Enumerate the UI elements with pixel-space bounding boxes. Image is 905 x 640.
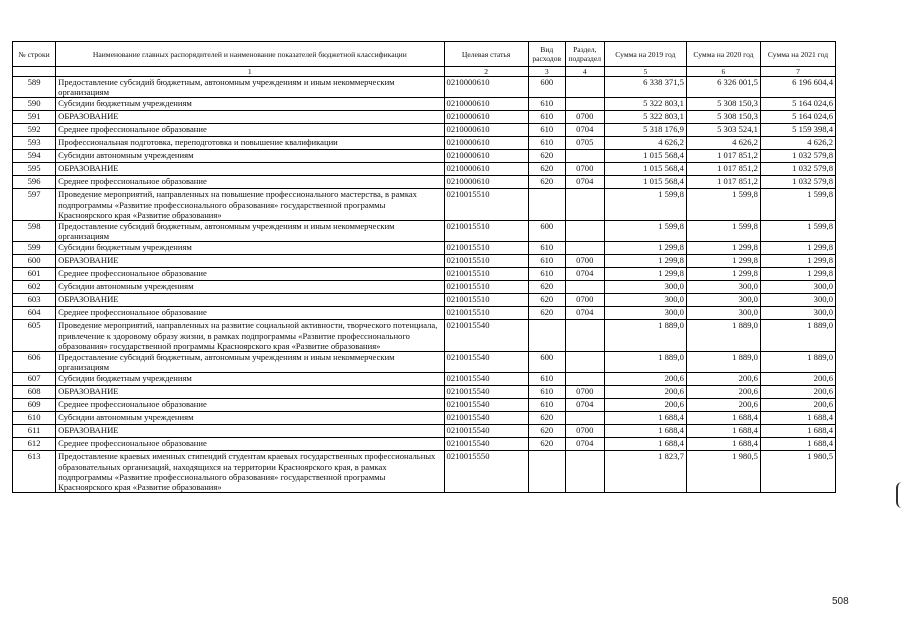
row-section <box>565 189 604 221</box>
column-number: 4 <box>565 67 604 77</box>
row-number: 598 <box>13 221 56 242</box>
row-sum-2021: 1 032 579,8 <box>760 163 835 176</box>
row-sum-2019: 1 688,4 <box>604 438 686 451</box>
row-target-article: 0210015540 <box>444 412 528 425</box>
row-expense-type: 620 <box>528 438 565 451</box>
row-number: 593 <box>13 137 56 150</box>
row-number: 612 <box>13 438 56 451</box>
row-number: 600 <box>13 255 56 268</box>
row-name: ОБРАЗОВАНИЕ <box>56 163 444 176</box>
row-sum-2021: 1 032 579,8 <box>760 176 835 189</box>
row-target-article: 0210000610 <box>444 98 528 111</box>
table-row <box>13 412 836 425</box>
row-name: Субсидии бюджетным учреждениям <box>56 242 444 255</box>
row-sum-2019: 300,0 <box>604 281 686 294</box>
row-sum-2021: 1 980,5 <box>760 451 835 493</box>
row-expense-type: 610 <box>528 373 565 386</box>
row-number: 604 <box>13 307 56 320</box>
row-number: 591 <box>13 111 56 124</box>
row-target-article: 0210000610 <box>444 176 528 189</box>
row-name: ОБРАЗОВАНИЕ <box>56 294 444 307</box>
row-name: Среднее профессиональное образование <box>56 176 444 189</box>
row-expense-type: 600 <box>528 352 565 373</box>
row-sum-2020: 1 017 851,2 <box>686 176 760 189</box>
row-sum-2019: 5 318 176,9 <box>604 124 686 137</box>
row-sum-2021: 1 688,4 <box>760 412 835 425</box>
table-row <box>13 294 836 307</box>
table-row <box>13 320 836 352</box>
row-sum-2019: 200,6 <box>604 386 686 399</box>
header-expense-type: Вид расходов <box>528 42 565 67</box>
row-expense-type: 620 <box>528 412 565 425</box>
table-row <box>13 352 836 373</box>
row-sum-2021: 300,0 <box>760 281 835 294</box>
row-sum-2020: 200,6 <box>686 386 760 399</box>
row-number: 607 <box>13 373 56 386</box>
row-target-article: 0210015510 <box>444 255 528 268</box>
row-expense-type: 610 <box>528 386 565 399</box>
row-expense-type <box>528 320 565 352</box>
row-sum-2019: 6 338 371,5 <box>604 77 686 98</box>
row-expense-type: 600 <box>528 77 565 98</box>
table-row <box>13 111 836 124</box>
row-expense-type: 620 <box>528 294 565 307</box>
table-row <box>13 255 836 268</box>
row-section: 0704 <box>565 438 604 451</box>
row-sum-2019: 200,6 <box>604 399 686 412</box>
row-sum-2021: 1 688,4 <box>760 425 835 438</box>
row-target-article: 0210000610 <box>444 77 528 98</box>
row-number: 605 <box>13 320 56 352</box>
row-number: 609 <box>13 399 56 412</box>
row-sum-2020: 5 303 524,1 <box>686 124 760 137</box>
table-row <box>13 176 836 189</box>
table-row <box>13 268 836 281</box>
row-section: 0705 <box>565 137 604 150</box>
row-sum-2021: 5 164 024,6 <box>760 111 835 124</box>
row-name: Субсидии автономным учреждениям <box>56 150 444 163</box>
row-target-article: 0210000610 <box>444 163 528 176</box>
row-expense-type <box>528 189 565 221</box>
row-number: 606 <box>13 352 56 373</box>
row-sum-2020: 1 299,8 <box>686 268 760 281</box>
row-section: 0704 <box>565 124 604 137</box>
row-sum-2020: 1 980,5 <box>686 451 760 493</box>
row-sum-2021: 5 164 024,6 <box>760 98 835 111</box>
row-section: 0700 <box>565 294 604 307</box>
row-section <box>565 98 604 111</box>
column-number: 7 <box>760 67 835 77</box>
row-name: Проведение мероприятий, направленных на развитие социальной активности, творческого потенциала, привлечение к здоровому образу жизни, в рамках подпрограммы «Развитие профессионального образования» государственной программы Красноярского края «Развитие образования» <box>56 320 444 352</box>
row-expense-type: 610 <box>528 268 565 281</box>
row-number: 592 <box>13 124 56 137</box>
table-row <box>13 373 836 386</box>
row-sum-2020: 1 688,4 <box>686 412 760 425</box>
row-sum-2020: 300,0 <box>686 281 760 294</box>
table-row <box>13 399 836 412</box>
column-number-row <box>13 67 836 77</box>
row-sum-2019: 1 015 568,4 <box>604 150 686 163</box>
row-number: 610 <box>13 412 56 425</box>
header-row <box>13 42 836 67</box>
table-body <box>13 77 836 493</box>
table-row <box>13 98 836 111</box>
row-sum-2021: 1 599,8 <box>760 221 835 242</box>
row-sum-2020: 1 017 851,2 <box>686 163 760 176</box>
row-sum-2020: 300,0 <box>686 294 760 307</box>
row-expense-type: 610 <box>528 399 565 412</box>
row-target-article: 0210015510 <box>444 294 528 307</box>
row-expense-type: 620 <box>528 425 565 438</box>
row-target-article: 0210015540 <box>444 373 528 386</box>
row-name: Предоставление субсидий бюджетным, автономным учреждениям и иным некоммерческим организациям <box>56 352 444 373</box>
row-name: Среднее профессиональное образование <box>56 438 444 451</box>
row-target-article: 0210015540 <box>444 320 528 352</box>
row-expense-type: 600 <box>528 221 565 242</box>
row-sum-2021: 1 889,0 <box>760 320 835 352</box>
row-sum-2019: 1 299,8 <box>604 242 686 255</box>
row-name: ОБРАЗОВАНИЕ <box>56 255 444 268</box>
row-name: Предоставление субсидий бюджетным, автономным учреждениям и иным некоммерческим организациям <box>56 77 444 98</box>
row-number: 611 <box>13 425 56 438</box>
table-row <box>13 425 836 438</box>
table-row <box>13 281 836 294</box>
row-section: 0704 <box>565 176 604 189</box>
header-sum-2019: Сумма на 2019 год <box>604 42 686 67</box>
column-number: 6 <box>686 67 760 77</box>
table-row <box>13 124 836 137</box>
row-section: 0700 <box>565 111 604 124</box>
row-section <box>565 412 604 425</box>
row-name: Предоставление краевых именных стипендий студентам краевых государственных профессиональных образовательных организаций, находящихся на территории Красноярского края, в рамках подпрограммы «Развитие профессионального образования» государственной программы Красноярского края «Развитие образования» <box>56 451 444 493</box>
header-sum-2020: Сумма на 2020 год <box>686 42 760 67</box>
row-sum-2021: 1 299,8 <box>760 268 835 281</box>
row-sum-2021: 1 299,8 <box>760 242 835 255</box>
row-sum-2020: 300,0 <box>686 307 760 320</box>
row-sum-2019: 1 599,8 <box>604 221 686 242</box>
row-expense-type: 620 <box>528 307 565 320</box>
column-number: 3 <box>528 67 565 77</box>
table-row <box>13 137 836 150</box>
page-number: 508 <box>832 596 849 607</box>
row-sum-2020: 200,6 <box>686 399 760 412</box>
row-sum-2021: 300,0 <box>760 307 835 320</box>
row-number: 594 <box>13 150 56 163</box>
row-sum-2019: 200,6 <box>604 373 686 386</box>
row-sum-2019: 1 599,8 <box>604 189 686 221</box>
row-number: 590 <box>13 98 56 111</box>
table-row <box>13 150 836 163</box>
row-sum-2019: 5 322 803,1 <box>604 98 686 111</box>
row-sum-2019: 1 688,4 <box>604 425 686 438</box>
table-row <box>13 221 836 242</box>
column-number: 1 <box>56 67 444 77</box>
row-name: Среднее профессиональное образование <box>56 268 444 281</box>
row-sum-2020: 5 308 150,3 <box>686 98 760 111</box>
row-sum-2020: 1 889,0 <box>686 352 760 373</box>
header-section: Раздел, подраздел <box>565 42 604 67</box>
row-target-article: 0210000610 <box>444 150 528 163</box>
row-expense-type: 620 <box>528 150 565 163</box>
row-number: 603 <box>13 294 56 307</box>
row-section <box>565 150 604 163</box>
table-row <box>13 242 836 255</box>
table-row <box>13 451 836 493</box>
row-section: 0700 <box>565 255 604 268</box>
header-target: Целевая статья <box>444 42 528 67</box>
row-sum-2021: 1 599,8 <box>760 189 835 221</box>
row-sum-2019: 1 299,8 <box>604 268 686 281</box>
row-section <box>565 281 604 294</box>
row-sum-2021: 4 626,2 <box>760 137 835 150</box>
row-name: Субсидии бюджетным учреждениям <box>56 98 444 111</box>
row-target-article: 0210015540 <box>444 352 528 373</box>
column-number <box>13 67 56 77</box>
row-number: 602 <box>13 281 56 294</box>
row-sum-2020: 1 688,4 <box>686 438 760 451</box>
header-sum-2021: Сумма на 2021 год <box>760 42 835 67</box>
row-sum-2019: 300,0 <box>604 307 686 320</box>
row-name: ОБРАЗОВАНИЕ <box>56 425 444 438</box>
row-sum-2020: 6 326 001,5 <box>686 77 760 98</box>
row-expense-type: 620 <box>528 176 565 189</box>
row-section <box>565 352 604 373</box>
row-number: 596 <box>13 176 56 189</box>
row-expense-type: 610 <box>528 111 565 124</box>
row-sum-2019: 1 823,7 <box>604 451 686 493</box>
row-sum-2021: 200,6 <box>760 386 835 399</box>
row-expense-type: 610 <box>528 137 565 150</box>
row-target-article: 0210015510 <box>444 268 528 281</box>
row-target-article: 0210015510 <box>444 189 528 221</box>
row-target-article: 0210015510 <box>444 242 528 255</box>
row-sum-2021: 1 299,8 <box>760 255 835 268</box>
row-section: 0704 <box>565 307 604 320</box>
row-target-article: 0210000610 <box>444 111 528 124</box>
row-section <box>565 373 604 386</box>
row-sum-2020: 200,6 <box>686 373 760 386</box>
row-name: Среднее профессиональное образование <box>56 307 444 320</box>
row-section <box>565 242 604 255</box>
row-sum-2021: 6 196 604,4 <box>760 77 835 98</box>
row-sum-2021: 1 889,0 <box>760 352 835 373</box>
row-section: 0704 <box>565 399 604 412</box>
row-sum-2021: 1 032 579,8 <box>760 150 835 163</box>
row-name: Субсидии автономным учреждениям <box>56 412 444 425</box>
row-target-article: 0210015540 <box>444 386 528 399</box>
row-sum-2021: 300,0 <box>760 294 835 307</box>
row-number: 613 <box>13 451 56 493</box>
row-name: Субсидии бюджетным учреждениям <box>56 373 444 386</box>
row-name: Среднее профессиональное образование <box>56 124 444 137</box>
row-section <box>565 320 604 352</box>
row-sum-2019: 1 015 568,4 <box>604 176 686 189</box>
row-number: 595 <box>13 163 56 176</box>
row-target-article: 0210015510 <box>444 221 528 242</box>
row-section <box>565 221 604 242</box>
row-target-article: 0210015540 <box>444 399 528 412</box>
row-section: 0700 <box>565 425 604 438</box>
row-name: Проведение мероприятий, направленных на повышение профессионального мастерства, в рамках подпрограммы «Развитие профессионального образования» государственной программы Красноярского края «Развитие образования» <box>56 189 444 221</box>
table-row <box>13 307 836 320</box>
row-expense-type: 620 <box>528 163 565 176</box>
row-sum-2020: 1 889,0 <box>686 320 760 352</box>
row-target-article: 0210015550 <box>444 451 528 493</box>
row-sum-2019: 5 322 803,1 <box>604 111 686 124</box>
row-name: Субсидии автономным учреждениям <box>56 281 444 294</box>
row-section: 0700 <box>565 386 604 399</box>
row-target-article: 0210000610 <box>444 124 528 137</box>
row-sum-2019: 1 015 568,4 <box>604 163 686 176</box>
row-number: 599 <box>13 242 56 255</box>
row-sum-2021: 5 159 398,4 <box>760 124 835 137</box>
row-target-article: 0210015540 <box>444 438 528 451</box>
row-expense-type: 620 <box>528 281 565 294</box>
row-sum-2020: 1 599,8 <box>686 221 760 242</box>
row-target-article: 0210015510 <box>444 281 528 294</box>
row-expense-type <box>528 451 565 493</box>
row-sum-2020: 1 017 851,2 <box>686 150 760 163</box>
row-name: Предоставление субсидий бюджетным, автономным учреждениям и иным некоммерческим организациям <box>56 221 444 242</box>
table-row <box>13 163 836 176</box>
row-sum-2020: 5 308 150,3 <box>686 111 760 124</box>
row-number: 589 <box>13 77 56 98</box>
row-sum-2021: 200,6 <box>760 399 835 412</box>
row-sum-2020: 1 688,4 <box>686 425 760 438</box>
column-number: 2 <box>444 67 528 77</box>
row-section <box>565 77 604 98</box>
row-section: 0700 <box>565 163 604 176</box>
row-sum-2019: 1 889,0 <box>604 352 686 373</box>
row-sum-2020: 4 626,2 <box>686 137 760 150</box>
header-name: Наименование главных распорядителей и наименование показателей бюджетной классификации <box>56 42 444 67</box>
row-name: ОБРАЗОВАНИЕ <box>56 386 444 399</box>
row-name: Среднее профессиональное образование <box>56 399 444 412</box>
row-sum-2020: 1 599,8 <box>686 189 760 221</box>
budget-table <box>12 41 836 493</box>
row-expense-type: 610 <box>528 98 565 111</box>
row-number: 601 <box>13 268 56 281</box>
row-name: ОБРАЗОВАНИЕ <box>56 111 444 124</box>
row-sum-2019: 300,0 <box>604 294 686 307</box>
column-number: 5 <box>604 67 686 77</box>
row-sum-2020: 1 299,8 <box>686 255 760 268</box>
row-number: 597 <box>13 189 56 221</box>
row-sum-2021: 1 688,4 <box>760 438 835 451</box>
row-name: Профессиональная подготовка, переподготовка и повышение квалификации <box>56 137 444 150</box>
row-sum-2019: 1 299,8 <box>604 255 686 268</box>
row-sum-2019: 1 688,4 <box>604 412 686 425</box>
row-sum-2020: 1 299,8 <box>686 242 760 255</box>
row-sum-2019: 4 626,2 <box>604 137 686 150</box>
row-target-article: 0210000610 <box>444 137 528 150</box>
binding-edge-mark <box>896 482 902 508</box>
table-row <box>13 77 836 98</box>
row-sum-2019: 1 889,0 <box>604 320 686 352</box>
row-section: 0704 <box>565 268 604 281</box>
row-number: 608 <box>13 386 56 399</box>
row-section <box>565 451 604 493</box>
row-expense-type: 610 <box>528 242 565 255</box>
row-expense-type: 610 <box>528 124 565 137</box>
row-sum-2021: 200,6 <box>760 373 835 386</box>
table-row <box>13 189 836 221</box>
row-target-article: 0210015540 <box>444 425 528 438</box>
table-row <box>13 438 836 451</box>
row-target-article: 0210015510 <box>444 307 528 320</box>
header-row-no: № строки <box>13 42 56 67</box>
table-row <box>13 386 836 399</box>
row-expense-type: 610 <box>528 255 565 268</box>
